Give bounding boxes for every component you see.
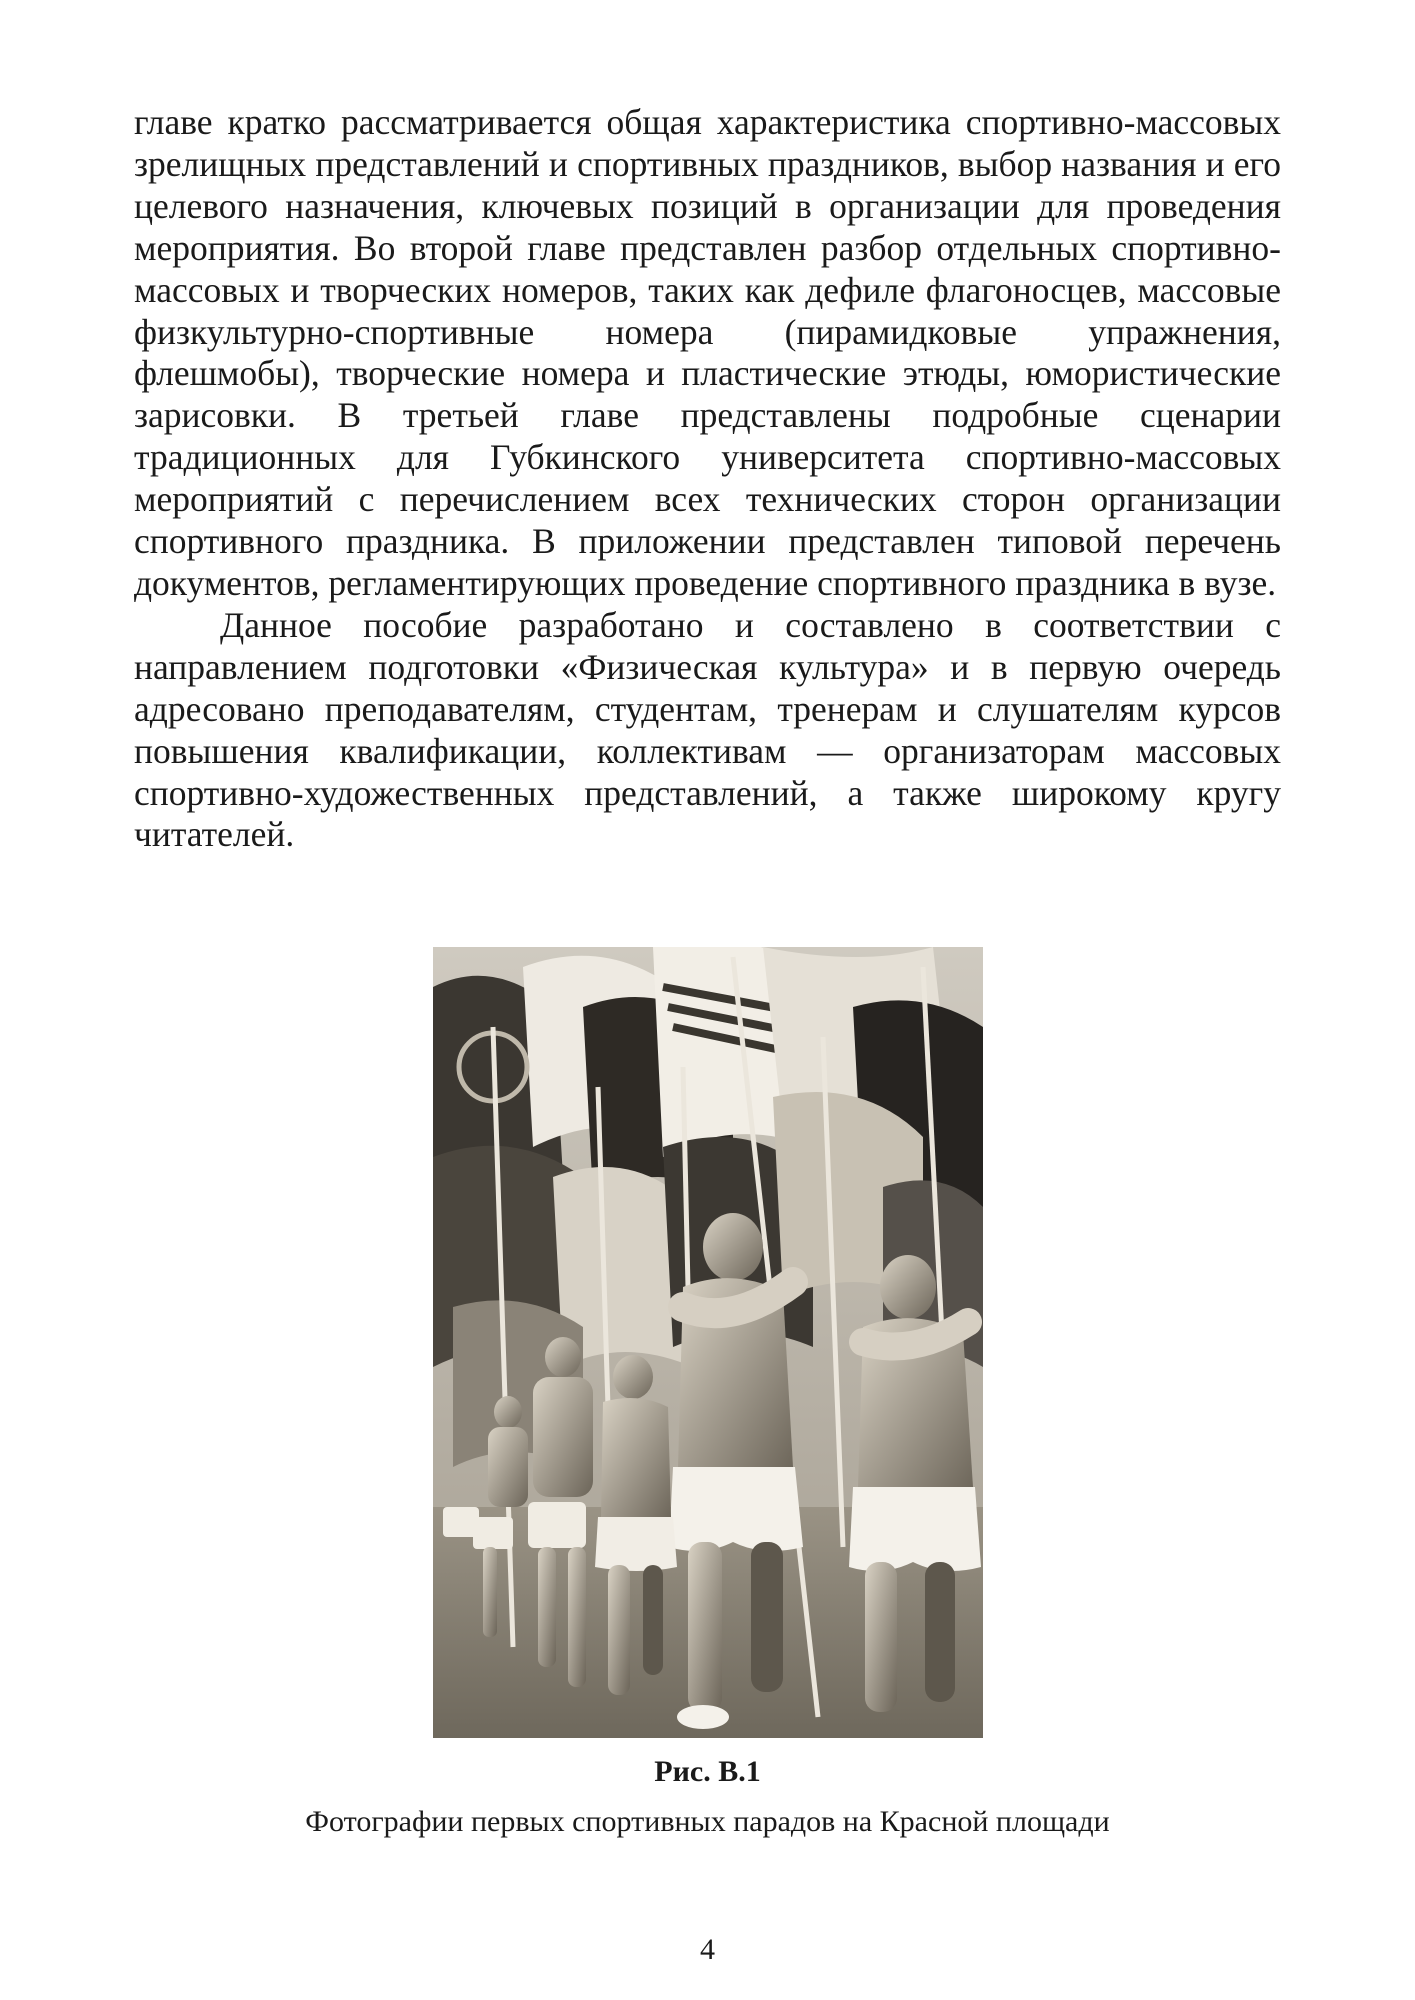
figure-caption: Фотографии первых спортивных парадов на Красной площади (305, 1805, 1110, 1838)
parade-photo (433, 947, 983, 1738)
figure-label: Рис. В.1 (654, 1755, 761, 1788)
body-text (134, 102, 1281, 856)
page-number: 4 (700, 1933, 715, 1966)
paragraph-1: главе кратко рассматривается общая характеристика спортивно-массовых зрелищных представлений и спортивных праздников, выбор названия и его целевого назначения, ключевых позиций в организации для проведения мероприятия. Во второй главе представлен разбор отдельных спортивно-массовых и творческих номеров, таких как дефиле флагоносцев, массовые физкультурно-спортивные номера (пирамидковые упражнения, флешмобы), творческие номера и пластические этюды, юмористические зарисовки. В третьей главе представлены подробные сценарии традиционных для Губкинского университета спортивно-массовых мероприятий с перечислением всех технических сторон организации спортивного праздника. В приложении представлен типовой перечень документов, регламентирующих проведение спортивного праздника в вузе. (134, 102, 1281, 603)
paragraph-2: Данное пособие разработано и составлено в соответствии с направлением подготовки «Физическая культура» и в первую очередь адресовано преподавателям, студентам, тренерам и слушателям курсов повышения квалификации, коллективам — организаторам массовых спортивно-художественных представлений, а также широкому кругу читателей. (134, 604, 1281, 855)
parade-photo-illustration (433, 947, 983, 1738)
